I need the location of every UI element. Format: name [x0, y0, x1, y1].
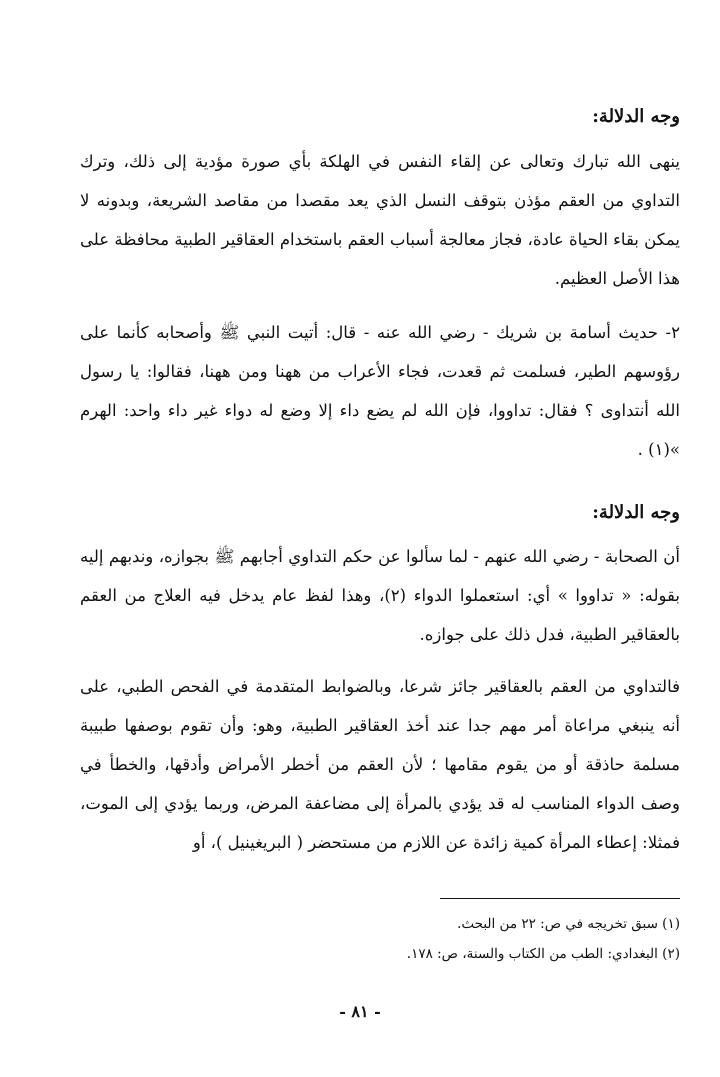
- paragraph-1-text: ينهى الله تبارك وتعالى عن إلقاء النفس في الهلكة بأي صورة مؤدية إلى ذلك، وترك التداوي من العقم مؤذن بتوقف النسل الذي يعد مقصدا من مقاصد الشريعة، وبدونه لا يمكن بقاء الحياة عادة، فجاز معالجة أسباب العقم باستخدام العقاقير الطبية محافظة على هذا الأصل العظيم.: [80, 152, 680, 288]
- section-heading-2: وجه الدلالة:: [592, 502, 680, 523]
- paragraph-1: [80, 142, 680, 298]
- paragraph-3: [80, 667, 680, 862]
- hadith-paragraph: [80, 313, 680, 469]
- paragraph-2-text: أن الصحابة - رضي الله عنهم - لما سألوا عن حكم التداوي أجابهم ﷺ بجوازه، وندبهم إليه بقوله: « تداووا » أي: استعملوا الدواء (٢)، وهذا لفظ عام يدخل فيه العلاج من العقم بالعقاقير الطبية، فدل ذلك على جوازه.: [80, 547, 680, 644]
- page-number: - ٨١ -: [339, 1002, 381, 1021]
- section-heading-1: وجه الدلالة:: [592, 106, 680, 127]
- footnote-2: (٢) البغدادي: الطب من الكتاب والسنة، ص: ١٧٨.: [406, 946, 680, 962]
- footnote-1: (١) سبق تخريجه في ص: ٢٢ من البحث.: [457, 916, 680, 932]
- paragraph-3-text: فالتداوي من العقم بالعقاقير جائز شرعا، وبالضوابط المتقدمة في الفحص الطبي، على أنه ينبغي مراعاة أمر مهم جدا عند أخذ العقاقير الطبية، وهو: وأن تقوم بوصفها طبيبة مسلمة حاذقة أو من يقوم مقامها ؛ لأن العقم من أخطر الأمراض وأدقها، والخطأ في وصف الدواء المناسب له قد يؤدي بالمرأة إلى مضاعفة المرض، وربما يؤدي إلى الموت، فمثلا: إعطاء المرأة كمية زائدة عن اللازم من مستحضر ( البريغينيل )، أو: [80, 677, 680, 852]
- paragraph-2: [80, 537, 680, 654]
- footnote-divider: [440, 898, 680, 899]
- hadith-text: ٢- حديث أسامة بن شريك - رضي الله عنه - قال: أتيت النبي ﷺ وأصحابه كأنما على رؤوسهم الطير، فسلمت ثم قعدت، فجاء الأعراب من ههنا ومن ههنا، فقالوا: يا رسول الله أنتداوى ؟ فقال: تداووا، فإن الله لم يضع داء إلا وضع له دواء غير داء واحد: الهرم »(١) .: [80, 323, 680, 459]
